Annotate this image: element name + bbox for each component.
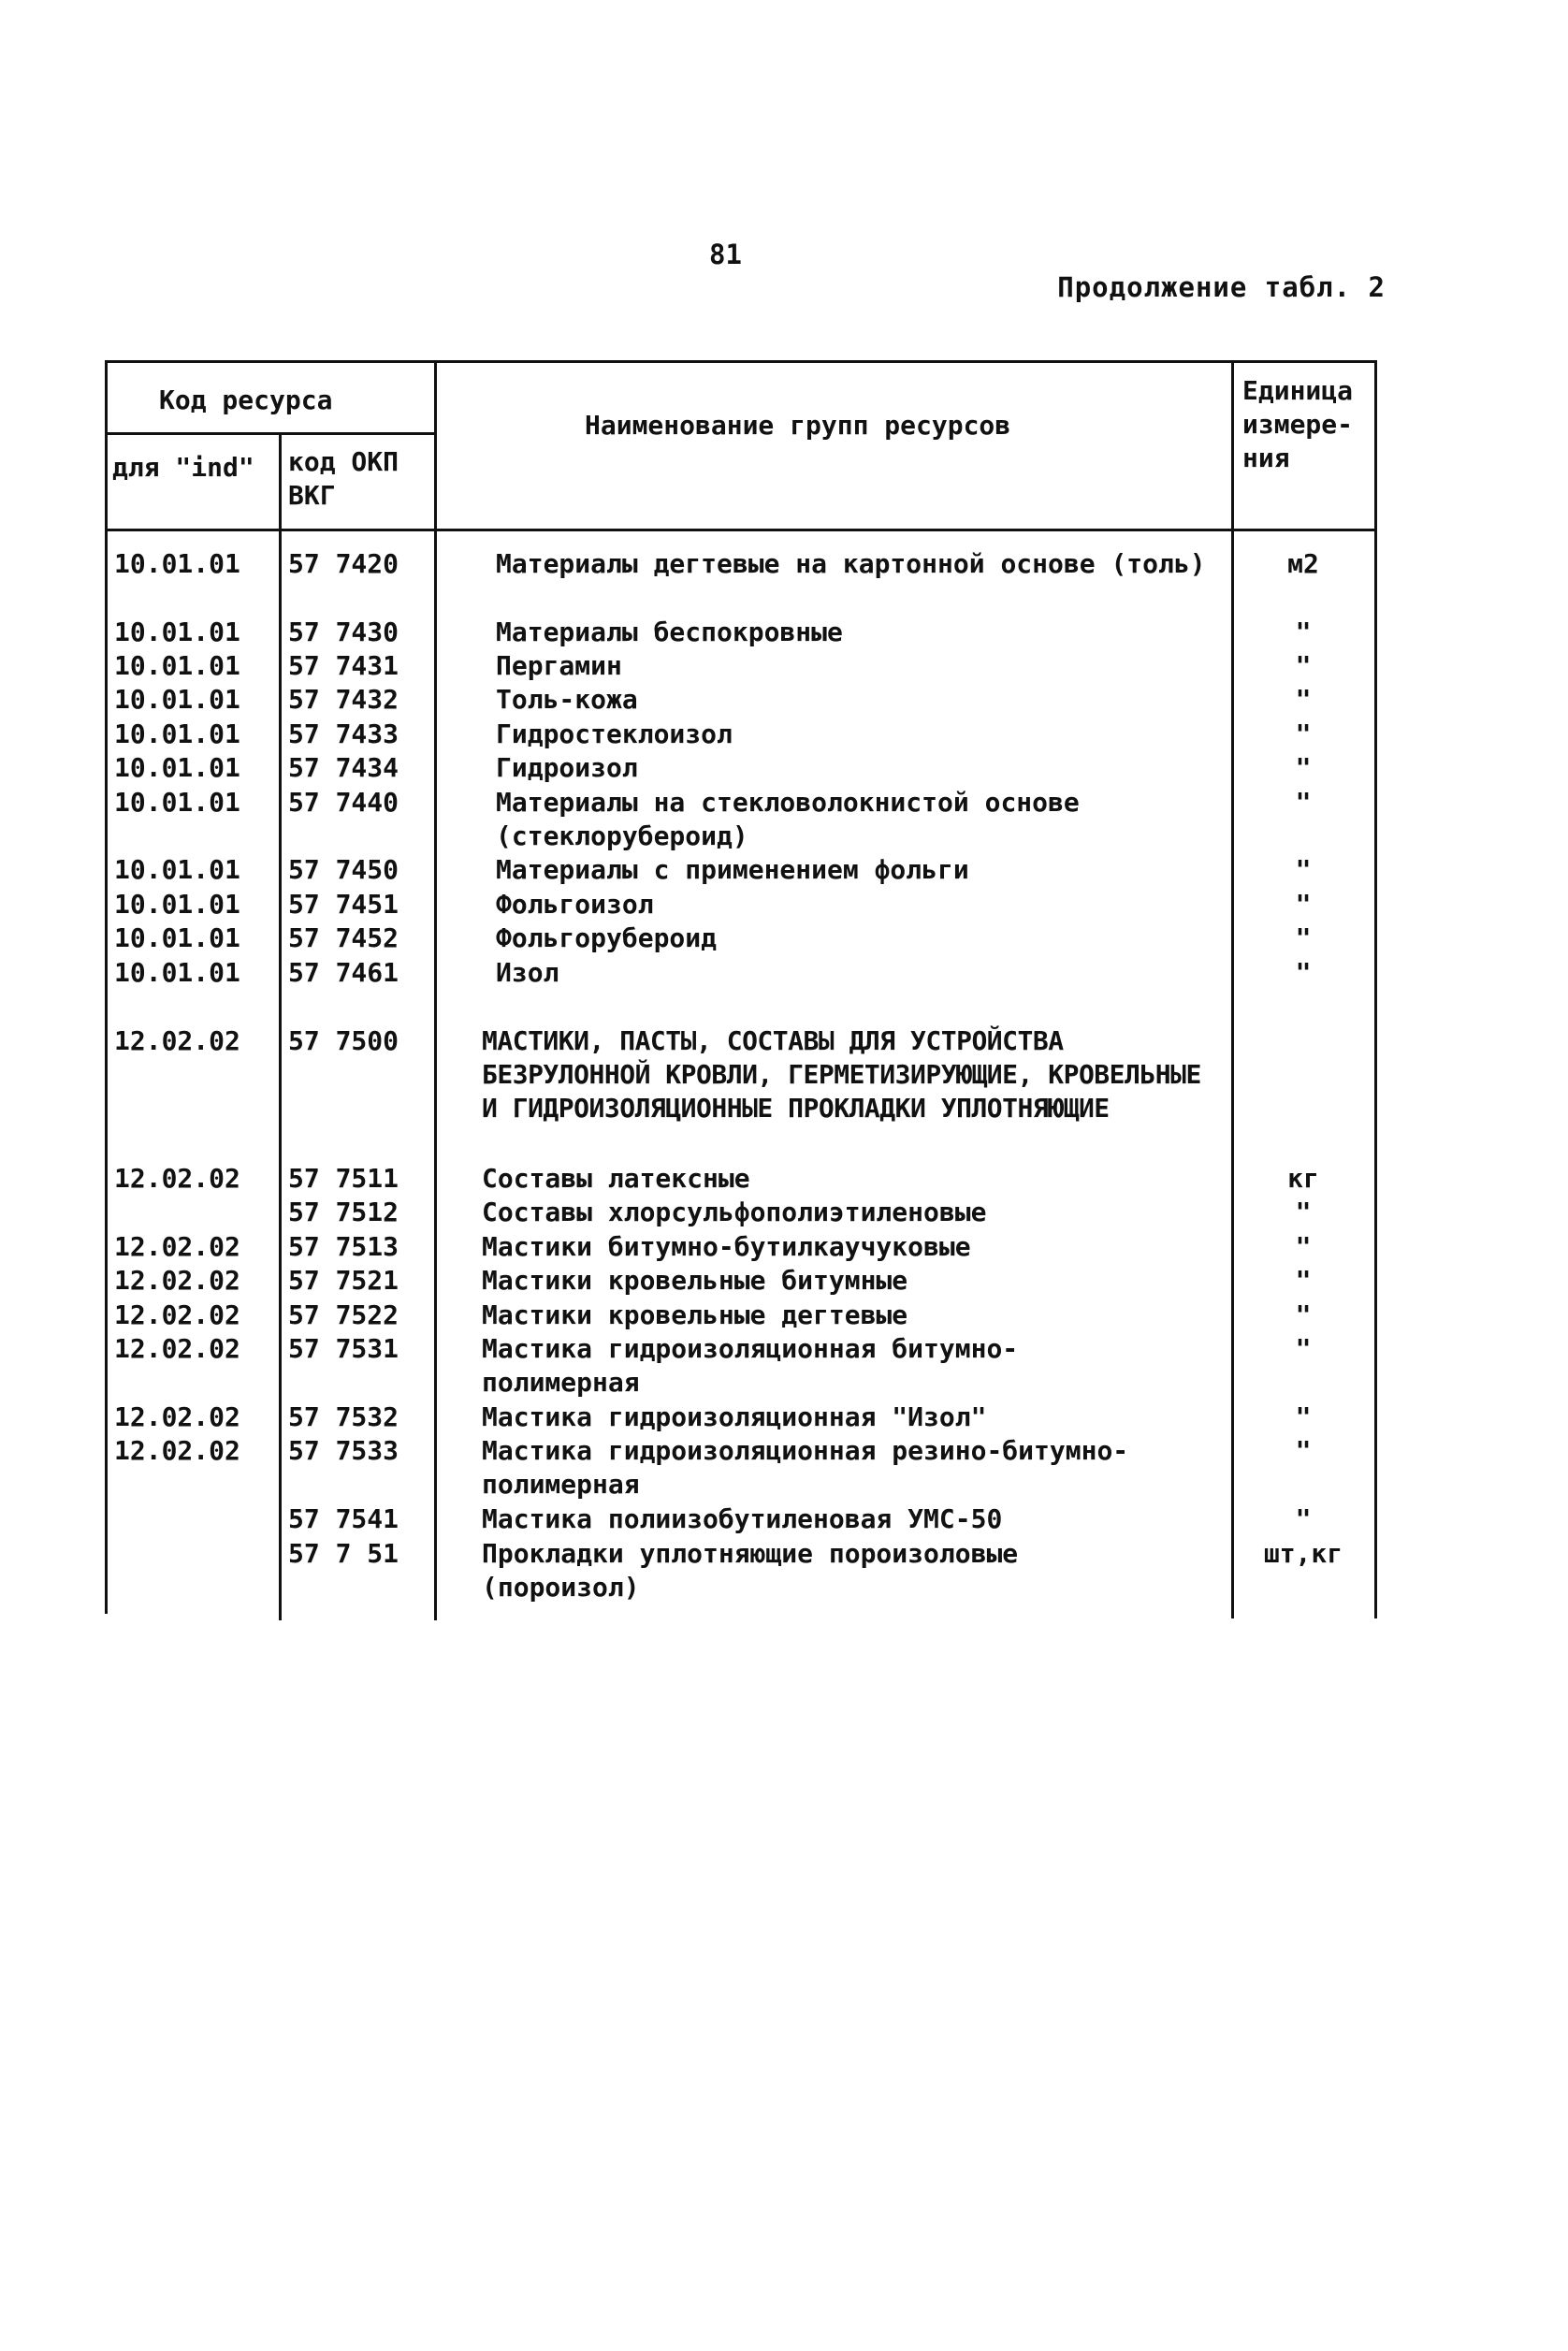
cell-okp: 57 7433 bbox=[288, 718, 399, 749]
cell-okp: 57 7 51 bbox=[288, 1538, 399, 1569]
header-unit-line2: измере- bbox=[1242, 409, 1354, 440]
cell-name: Гидростеклоизол bbox=[496, 718, 733, 749]
cell-okp: 57 7500 bbox=[288, 1025, 399, 1056]
cell-unit: " bbox=[1295, 617, 1312, 647]
cell-name: Составы хлорсульфополиэтиленовые bbox=[482, 1197, 987, 1227]
cell-okp: 57 7431 bbox=[288, 650, 399, 681]
cell-ind: 10.01.01 bbox=[114, 684, 240, 715]
cell-ind: 10.01.01 bbox=[114, 650, 240, 681]
cell-okp: 57 7522 bbox=[288, 1299, 399, 1330]
cell-ind: 12.02.02 bbox=[114, 1299, 240, 1330]
cell-name: Фольгоизол bbox=[496, 889, 654, 920]
cell-unit: " bbox=[1295, 854, 1312, 885]
cell-okp: 57 7432 bbox=[288, 684, 399, 715]
cell-ind: 10.01.01 bbox=[114, 617, 240, 647]
cell-unit: " bbox=[1295, 684, 1312, 715]
cell-unit: " bbox=[1295, 787, 1312, 818]
table-top-border bbox=[105, 360, 1377, 363]
cell-ind: 12.02.02 bbox=[114, 1435, 240, 1466]
header-ind: для "ind" bbox=[112, 452, 254, 483]
cell-okp: 57 7533 bbox=[288, 1435, 399, 1466]
cell-name: Мастики кровельные дегтевые bbox=[482, 1299, 908, 1330]
cell-ind: 12.02.02 bbox=[114, 1265, 240, 1296]
cell-name: Мастика гидроизоляционная резино-битумно-полимерная bbox=[482, 1435, 1129, 1500]
cell-okp: 57 7434 bbox=[288, 752, 399, 783]
header-resource-code: Код ресурса bbox=[159, 385, 333, 415]
cell-okp: 57 7451 bbox=[288, 889, 399, 920]
cell-ind: 10.01.01 bbox=[114, 548, 240, 579]
cell-name: Материалы дегтевые на картонной основе (толь) bbox=[496, 548, 1206, 579]
cell-okp: 57 7521 bbox=[288, 1265, 399, 1296]
cell-okp: 57 7512 bbox=[288, 1197, 399, 1227]
cell-unit: " bbox=[1295, 889, 1312, 920]
table-right-border bbox=[1374, 360, 1377, 1618]
cell-name: Мастика гидроизоляционная битумно-полимерная bbox=[482, 1333, 1019, 1398]
cell-okp: 57 7513 bbox=[288, 1231, 399, 1262]
cell-okp: 57 7450 bbox=[288, 854, 399, 885]
table-continuation-label: Продолжение табл. 2 bbox=[1057, 271, 1386, 303]
cell-okp: 57 7461 bbox=[288, 957, 399, 988]
cell-ind: 10.01.01 bbox=[114, 922, 240, 953]
cell-okp: 57 7452 bbox=[288, 922, 399, 953]
cell-name: Мастики кровельные битумные bbox=[482, 1265, 908, 1296]
cell-unit: " bbox=[1295, 718, 1312, 749]
cell-ind: 12.02.02 bbox=[114, 1401, 240, 1432]
cell-unit: кг bbox=[1287, 1163, 1319, 1194]
cell-unit: " bbox=[1295, 1231, 1312, 1262]
cell-name: Пергамин bbox=[496, 650, 622, 681]
table-left-border bbox=[105, 360, 108, 1614]
cell-unit: " bbox=[1295, 650, 1312, 681]
cell-unit: шт,кг bbox=[1263, 1538, 1343, 1569]
cell-unit: " bbox=[1295, 1265, 1312, 1296]
header-name: Наименование групп ресурсов bbox=[585, 410, 1011, 441]
cell-name: Мастика гидроизоляционная "Изол" bbox=[482, 1401, 987, 1432]
cell-name: Материалы на стекловолокнистой основе (стеклорубероид) bbox=[496, 787, 1080, 851]
cell-unit: " bbox=[1295, 1299, 1312, 1330]
cell-name: Изол bbox=[496, 957, 559, 988]
cell-name: Составы латексные bbox=[482, 1163, 750, 1194]
header-okp-line2: ВКГ bbox=[288, 480, 336, 511]
cell-ind: 10.01.01 bbox=[114, 787, 240, 818]
cell-okp: 57 7440 bbox=[288, 787, 399, 818]
cell-ind: 10.01.01 bbox=[114, 889, 240, 920]
header-unit-line3: ния bbox=[1242, 443, 1290, 473]
cell-ind: 10.01.01 bbox=[114, 752, 240, 783]
cell-okp: 57 7531 bbox=[288, 1333, 399, 1364]
cell-name: Толь-кожа bbox=[496, 684, 638, 715]
code-header-divider bbox=[105, 432, 434, 435]
cell-unit: " bbox=[1295, 1435, 1312, 1466]
cell-name: Прокладки уплотняющие пороизоловые (пороизол) bbox=[482, 1538, 1019, 1603]
cell-name: Материалы с применением фольги bbox=[496, 854, 969, 885]
cell-ind: 12.02.02 bbox=[114, 1025, 240, 1056]
cell-okp: 57 7532 bbox=[288, 1401, 399, 1432]
header-okp-line1: код ОКП bbox=[288, 446, 399, 477]
column-divider-okp-name bbox=[434, 360, 437, 1620]
cell-ind: 10.01.01 bbox=[114, 957, 240, 988]
cell-name: Фольгорубероид bbox=[496, 922, 718, 953]
cell-okp: 57 7511 bbox=[288, 1163, 399, 1194]
cell-unit: " bbox=[1295, 1333, 1312, 1364]
cell-name-section-heading: МАСТИКИ, ПАСТЫ, СОСТАВЫ ДЛЯ УСТРОЙСТВА БЕЗРУЛОННОЙ КРОВЛИ, ГЕРМЕТИЗИРУЮЩИЕ, КРОВЕЛЬНЫЕ И ГИДРОИЗОЛЯЦИОННЫЕ ПРОКЛАДКИ УПЛОТНЯЮЩИЕ bbox=[482, 1025, 1201, 1124]
cell-unit: " bbox=[1295, 1401, 1312, 1432]
column-divider-ind-okp bbox=[279, 432, 282, 1620]
cell-ind: 12.02.02 bbox=[114, 1333, 240, 1364]
cell-name: Гидроизол bbox=[496, 752, 638, 783]
cell-ind: 10.01.01 bbox=[114, 718, 240, 749]
cell-unit: " bbox=[1295, 957, 1312, 988]
cell-unit: " bbox=[1295, 922, 1312, 953]
cell-unit: м2 bbox=[1287, 548, 1319, 579]
cell-okp: 57 7420 bbox=[288, 548, 399, 579]
cell-unit: " bbox=[1295, 1197, 1312, 1227]
cell-ind: 12.02.02 bbox=[114, 1163, 240, 1194]
cell-okp: 57 7430 bbox=[288, 617, 399, 647]
cell-okp: 57 7541 bbox=[288, 1503, 399, 1534]
cell-name: Мастики битумно-бутилкаучуковые bbox=[482, 1231, 971, 1262]
header-bottom-border bbox=[105, 529, 1377, 531]
page-number: 81 bbox=[709, 239, 742, 270]
cell-name: Мастика полиизобутиленовая УМС-50 bbox=[482, 1503, 1003, 1534]
cell-ind: 12.02.02 bbox=[114, 1231, 240, 1262]
cell-unit: " bbox=[1295, 1503, 1312, 1534]
cell-ind: 10.01.01 bbox=[114, 854, 240, 885]
cell-name: Материалы беспокровные bbox=[496, 617, 843, 647]
cell-unit: " bbox=[1295, 752, 1312, 783]
header-unit-line1: Единица bbox=[1242, 375, 1354, 406]
